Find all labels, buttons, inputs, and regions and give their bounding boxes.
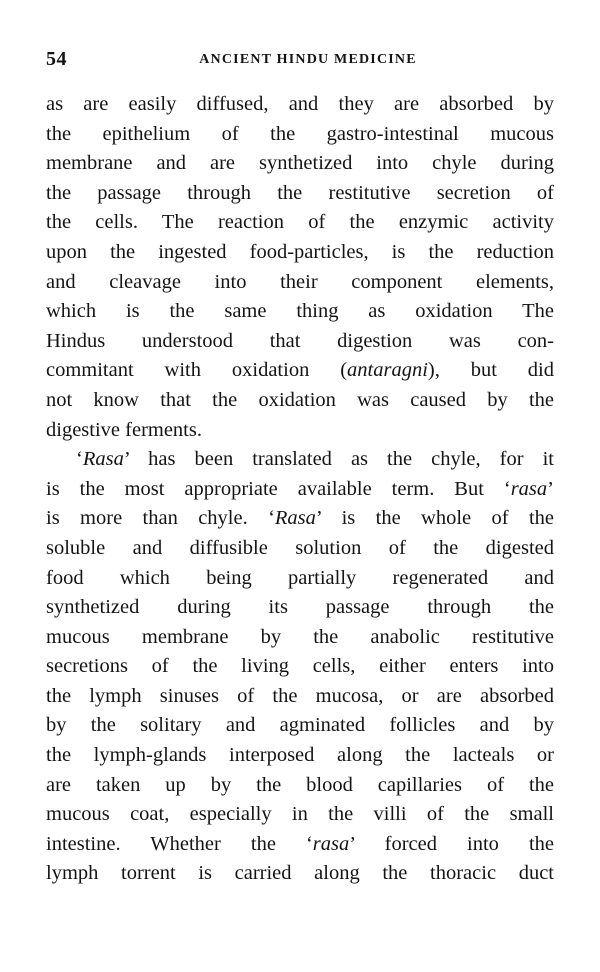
text-segment: and cleavage into their component elements,	[46, 270, 554, 293]
text-segment: food which being partially regenerated and	[46, 566, 554, 589]
text-line	[46, 356, 554, 386]
text-segment: soluble and diffusible solution of the digested	[46, 536, 554, 559]
text-segment: the passage through the restitutive secretion of	[46, 181, 554, 204]
text-segment: intestine. Whether the ‘	[46, 832, 313, 855]
page-number: 54	[46, 48, 67, 70]
text-line	[46, 859, 554, 889]
text-segment: membrane and are synthetized into chyle during	[46, 152, 554, 175]
text-line	[46, 238, 554, 268]
text-segment: is the most appropriate available term. But ‘	[46, 477, 511, 500]
text-segment: by the solitary and agminated follicles and by	[46, 714, 554, 737]
text-line	[46, 416, 554, 446]
text-line	[46, 208, 554, 238]
text-line	[46, 475, 554, 505]
text-segment: are taken up by the blood capillaries of the	[46, 773, 554, 796]
italic-term: rasa	[312, 832, 350, 855]
text-line	[46, 800, 554, 830]
text-segment: the cells. The reaction of the enzymic activity	[46, 211, 554, 234]
text-line	[46, 593, 554, 623]
italic-term: antaragni	[347, 359, 428, 382]
text-line	[46, 90, 554, 120]
page-header	[46, 48, 554, 72]
text-line	[46, 741, 554, 771]
text-segment: digestive ferments.	[46, 418, 202, 441]
italic-term: Rasa	[82, 448, 124, 471]
text-line	[46, 564, 554, 594]
text-segment: the epithelium of the gastro-intestinal mucous	[46, 122, 554, 145]
text-segment: which is the same thing as oxidation The	[46, 300, 554, 323]
text-segment: the lymph-glands interposed along the lacteals or	[46, 744, 554, 767]
italic-term: Rasa	[274, 507, 316, 530]
text-line	[46, 386, 554, 416]
text-segment: ), but did	[427, 359, 555, 382]
text-line	[46, 120, 554, 150]
text-line	[46, 504, 554, 534]
text-line	[46, 652, 554, 682]
text-segment: ‘	[76, 448, 83, 471]
text-segment: secretions of the living cells, either enters into	[46, 655, 554, 678]
text-segment: not know that the oxidation was caused by the	[46, 388, 554, 411]
text-line	[46, 682, 554, 712]
text-segment: Hindus understood that digestion was con-	[46, 329, 554, 352]
text-line	[46, 149, 554, 179]
text-line	[46, 830, 554, 860]
text-line	[46, 327, 554, 357]
text-segment: synthetized during its passage through the	[46, 596, 554, 619]
text-line	[46, 268, 554, 298]
text-segment: lymph torrent is carried along the thoracic duct	[46, 862, 554, 885]
text-segment: mucous membrane by the anabolic restitutive	[46, 625, 554, 648]
text-line	[46, 179, 554, 209]
text-line	[46, 711, 554, 741]
italic-term: rasa	[510, 477, 548, 500]
text-line	[46, 534, 554, 564]
text-segment: is more than chyle. ‘	[46, 507, 275, 530]
text-line	[46, 623, 554, 653]
text-segment: as are easily diffused, and they are absorbed by	[46, 93, 554, 115]
text-segment: the lymph sinuses of the mucosa, or are absorbed	[46, 684, 554, 707]
text-segment: ’ has been translated as the chyle, for it	[123, 448, 554, 471]
text-line	[46, 771, 554, 801]
text-line	[46, 445, 554, 475]
text-line	[46, 297, 554, 327]
text-segment: commitant with oxidation (	[46, 359, 348, 382]
text-segment: ’ forced into the	[349, 832, 554, 855]
body-text	[46, 90, 554, 889]
text-segment: ’ is the whole of the	[315, 507, 554, 530]
text-segment: mucous coat, especially in the villi of the small	[46, 803, 554, 826]
text-segment: upon the ingested food-particles, is the reduction	[46, 240, 554, 263]
running-head: ANCIENT HINDU MEDICINE	[199, 52, 417, 67]
text-segment: ’	[547, 477, 554, 500]
